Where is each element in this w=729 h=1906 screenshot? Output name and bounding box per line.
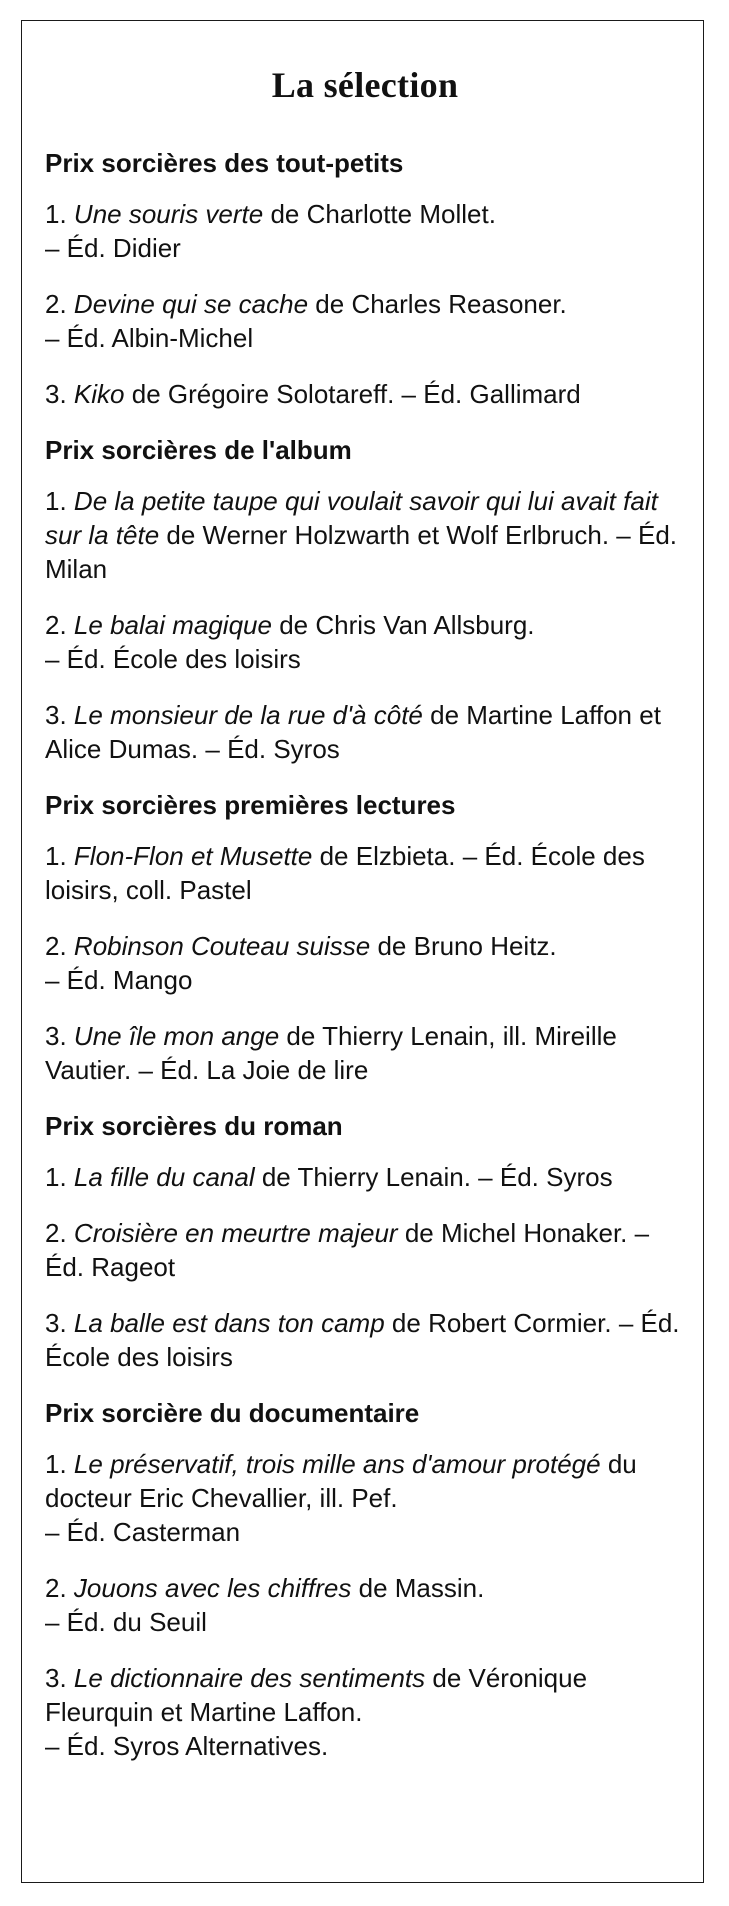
category-heading: Prix sorcières premières lectures (45, 789, 456, 820)
work-publisher: – Éd. Didier (45, 232, 181, 263)
entry-number: 2. (45, 1572, 67, 1603)
entry-number: 1. (45, 840, 67, 871)
entry-number: 1. (45, 198, 67, 229)
list-item (45, 929, 685, 997)
list-item (45, 608, 685, 676)
list-item (45, 1661, 685, 1763)
work-credit: de Werner Holzwarth et Wolf Erlbruch. (166, 519, 610, 550)
work-title: Robinson Couteau suisse (73, 930, 371, 961)
entry-number: 3. (45, 378, 67, 409)
list-item (45, 1019, 685, 1087)
work-title: Devine qui se cache (73, 288, 309, 319)
work-credit: de Martine Laffon et Alice Dumas. (45, 699, 661, 764)
work-credit: de Charlotte Mollet. (270, 198, 496, 229)
work-credit: de Massin. (358, 1572, 485, 1603)
list-item (45, 839, 685, 907)
entry-number: 1. (45, 485, 67, 516)
work-publisher: – Éd. Albin-Michel (45, 322, 254, 353)
work-credit: de Chris Van Allsburg. (279, 609, 535, 640)
category-premieres-lectures (45, 788, 685, 1087)
work-publisher: – Éd. École des loisirs, coll. Pastel (45, 840, 645, 905)
category-heading: Prix sorcières de l'album (45, 434, 352, 465)
work-credit: de Charles Reasoner. (315, 288, 567, 319)
entry-number: 3. (45, 699, 67, 730)
work-title: Le préservatif, trois mille ans d'amour protégé (73, 1448, 601, 1479)
category-heading: Prix sorcières des tout-petits (45, 147, 404, 178)
work-title: Le balai magique (73, 609, 272, 640)
entry-number: 3. (45, 1020, 67, 1051)
work-publisher: – Éd. Casterman (45, 1516, 241, 1547)
work-title: Une île mon ange (73, 1020, 280, 1051)
work-publisher: – Éd. École des loisirs (45, 1307, 680, 1372)
list-item (45, 1571, 685, 1639)
work-title: Le dictionnaire des sentiments (73, 1662, 426, 1693)
category-documentaire (45, 1396, 685, 1763)
selection-content (45, 66, 685, 1785)
list-item (45, 1447, 685, 1549)
work-publisher: – Éd. Mango (45, 964, 193, 995)
work-title: La fille du canal (73, 1161, 255, 1192)
list-item (45, 484, 685, 586)
work-title: Flon-Flon et Musette (73, 840, 313, 871)
work-title: Une souris verte (73, 198, 264, 229)
category-tout-petits (45, 146, 685, 411)
work-title: Croisière en meurtre majeur (73, 1217, 398, 1248)
list-item (45, 698, 685, 766)
work-credit: de Thierry Lenain, ill. Mireille Vautier. (45, 1020, 617, 1085)
work-publisher: – Éd. Syros (205, 733, 340, 764)
entry-number: 2. (45, 609, 67, 640)
entry-number: 2. (45, 1217, 67, 1248)
work-publisher: – Éd. La Joie de lire (138, 1054, 369, 1085)
work-credit: de Elzbieta. (319, 840, 456, 871)
list-item (45, 197, 685, 265)
list-item (45, 1160, 685, 1194)
page-title: La sélection (271, 65, 459, 105)
entry-number: 2. (45, 288, 67, 319)
entry-number: 2. (45, 930, 67, 961)
work-credit: du docteur Eric Chevallier, ill. Pef. (45, 1448, 637, 1513)
work-title: Kiko (73, 378, 125, 409)
work-publisher: – Éd. École des loisirs (45, 643, 301, 674)
category-album (45, 433, 685, 766)
list-item (45, 287, 685, 355)
work-title: De la petite taupe qui voulait savoir qui lui avait fait sur la tête (45, 485, 658, 550)
work-credit: de Michel Honaker. (404, 1217, 628, 1248)
category-heading: Prix sorcières du roman (45, 1110, 343, 1141)
work-credit: de Véronique Fleurquin et Martine Laffon. (45, 1662, 588, 1727)
entry-number: 1. (45, 1448, 67, 1479)
work-credit: de Robert Cormier. (391, 1307, 612, 1338)
list-item (45, 1216, 685, 1284)
category-heading: Prix sorcière du documentaire (45, 1397, 420, 1428)
work-credit: de Thierry Lenain. (261, 1161, 471, 1192)
work-title: Le monsieur de la rue d'à côté (73, 699, 423, 730)
entry-number: 3. (45, 1662, 67, 1693)
category-roman (45, 1109, 685, 1374)
entry-number: 1. (45, 1161, 67, 1192)
work-title: La balle est dans ton camp (73, 1307, 385, 1338)
work-publisher: – Éd. du Seuil (45, 1606, 207, 1637)
list-item (45, 377, 685, 411)
work-publisher: – Éd. Rageot (45, 1217, 650, 1282)
work-publisher: – Éd. Milan (45, 519, 678, 584)
work-publisher: – Éd. Syros Alternatives. (45, 1730, 329, 1761)
work-title: Jouons avec les chiffres (73, 1572, 352, 1603)
work-publisher: – Éd. Gallimard (401, 378, 581, 409)
work-credit: de Grégoire Solotareff. (131, 378, 395, 409)
list-item (45, 1306, 685, 1374)
work-credit: de Bruno Heitz. (377, 930, 557, 961)
entry-number: 3. (45, 1307, 67, 1338)
work-publisher: – Éd. Syros (478, 1161, 613, 1192)
